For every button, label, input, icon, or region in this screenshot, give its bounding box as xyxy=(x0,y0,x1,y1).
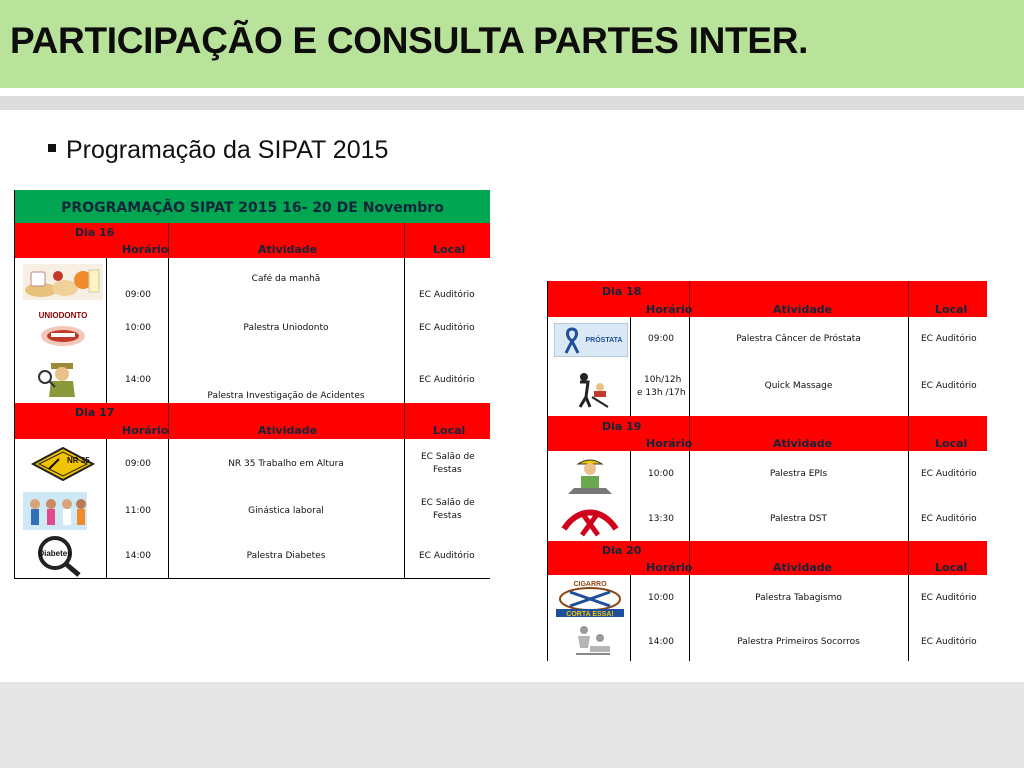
title-shadow xyxy=(0,96,1024,110)
col-time-header: Horário xyxy=(122,424,169,437)
row-activity: NR 35 Trabalho em Altura xyxy=(228,459,344,469)
row-time: 09:00 xyxy=(125,290,151,300)
col-time-header: Horário xyxy=(122,243,169,256)
col-time-header: Horário xyxy=(646,437,693,450)
prostate-icon-text: PRÓSTATA xyxy=(585,337,623,344)
col-activity-header: Atividade xyxy=(773,561,833,574)
bullet-item xyxy=(48,136,388,165)
day-label: Dia 17 xyxy=(75,406,115,419)
table-row xyxy=(548,620,987,661)
col-place-header: Local xyxy=(935,437,968,450)
row-activity: Palestra Primeiros Socorros xyxy=(737,637,860,647)
row-time: 11:00 xyxy=(125,506,151,516)
day-header-16 xyxy=(15,223,490,259)
row-time: 10:00 xyxy=(125,323,151,333)
table-row xyxy=(548,361,987,417)
breakfast-icon xyxy=(23,264,103,300)
row-activity: Palestra DST xyxy=(769,514,827,524)
prostate-ribbon-icon xyxy=(554,323,628,357)
no-smoking-top-text: CIGARRO xyxy=(573,581,607,588)
table-row xyxy=(548,317,987,362)
col-activity-header: Atividade xyxy=(773,303,833,316)
row-place: EC Auditório xyxy=(921,593,977,603)
table-row xyxy=(15,439,490,489)
row-time: 14:00 xyxy=(125,375,151,385)
table-row xyxy=(15,355,490,404)
row-time: 09:00 xyxy=(125,459,151,469)
footer-band xyxy=(0,682,1024,768)
nr35-sign-text: NR 35 xyxy=(67,456,90,465)
ppe-worker-icon xyxy=(562,456,618,496)
row-place: EC Auditório xyxy=(419,375,475,385)
row-place: EC Auditório xyxy=(419,290,475,300)
row-place: EC Auditório xyxy=(921,514,977,524)
row-time: 14:00 xyxy=(125,551,151,561)
row-activity: Palestra Investigação de Acidentes xyxy=(207,391,365,401)
first-aid-icon xyxy=(572,624,612,656)
row-activity: Palestra Tabagismo xyxy=(755,593,842,603)
row-activity: Ginástica laboral xyxy=(248,506,324,516)
row-time: 10:00 xyxy=(648,593,674,603)
row-time-line2: e 13h /17h xyxy=(637,388,686,398)
gymnastics-photo xyxy=(23,492,87,530)
bullet-text: Programação da SIPAT 2015 xyxy=(66,136,389,164)
row-time-line1: 10h/12h xyxy=(644,375,682,385)
day-label: Dia 20 xyxy=(602,544,642,557)
col-time-header: Horário xyxy=(646,303,693,316)
table-row xyxy=(15,488,490,534)
no-smoking-icon xyxy=(552,578,628,618)
col-time-header: Horário xyxy=(646,561,693,574)
day-header-18 xyxy=(548,281,987,318)
diabetes-icon-text: Diabetes xyxy=(38,549,72,558)
row-time: 10:00 xyxy=(648,469,674,479)
row-activity: Palestra Câncer de Próstata xyxy=(736,334,861,344)
row-time: 09:00 xyxy=(648,334,674,344)
day-label: Dia 19 xyxy=(602,420,642,433)
table-row xyxy=(548,451,987,500)
col-place-header: Local xyxy=(433,424,466,437)
table-row xyxy=(548,575,987,621)
table-row xyxy=(548,499,987,542)
row-place: EC Auditório xyxy=(921,381,977,391)
row-activity: Palestra Uniodonto xyxy=(243,323,329,333)
table-heading xyxy=(15,190,490,223)
uniodonto-logo xyxy=(23,308,103,350)
nr35-sign-icon xyxy=(23,447,103,481)
table-row xyxy=(15,258,490,304)
detective-icon xyxy=(37,361,87,399)
day-header-20 xyxy=(548,541,987,576)
row-place: EC Auditório xyxy=(419,323,475,333)
bullet-square-icon xyxy=(48,144,56,152)
col-place-header: Local xyxy=(935,561,968,574)
table-row xyxy=(15,533,490,578)
red-ribbon-icon xyxy=(558,503,622,537)
row-time: 13:30 xyxy=(648,514,674,524)
col-activity-header: Atividade xyxy=(773,437,833,450)
row-place-line2: Festas xyxy=(433,465,462,475)
no-smoking-bottom-text: CORTA ESSA! xyxy=(566,611,614,618)
row-activity: Palestra Diabetes xyxy=(246,551,326,561)
page-title: PARTICIPAÇÃO E CONSULTA PARTES INTER. xyxy=(10,20,809,61)
row-activity: Café da manhã xyxy=(251,274,321,284)
row-place-line1: EC Salão de xyxy=(421,498,475,508)
row-activity: Quick Massage xyxy=(764,381,833,391)
col-activity-header: Atividade xyxy=(258,243,318,256)
col-place-header: Local xyxy=(433,243,466,256)
table-heading-text: PROGRAMAÇÃO SIPAT 2015 16- 20 DE Novembro xyxy=(61,200,444,216)
row-place-line2: Festas xyxy=(433,511,462,521)
row-activity: Palestra EPIs xyxy=(769,469,828,479)
row-place: EC Auditório xyxy=(921,637,977,647)
day-label: Dia 16 xyxy=(75,226,115,239)
row-place-line1: EC Salão de xyxy=(421,452,475,462)
day-label: Dia 18 xyxy=(602,285,642,298)
diabetes-magnifier-icon xyxy=(31,535,91,577)
row-place: EC Auditório xyxy=(419,551,475,561)
table-row xyxy=(15,303,490,356)
day-header-19 xyxy=(548,416,987,452)
schedule-table-left xyxy=(14,190,490,579)
col-activity-header: Atividade xyxy=(258,424,318,437)
row-place: EC Auditório xyxy=(921,334,977,344)
massage-icon xyxy=(572,371,612,409)
title-bar xyxy=(0,0,1024,88)
day-header-17 xyxy=(15,403,490,440)
col-place-header: Local xyxy=(935,303,968,316)
uniodonto-logo-text: UNIODONTO xyxy=(38,311,88,320)
row-place: EC Auditório xyxy=(921,469,977,479)
schedule-table-right xyxy=(547,281,987,661)
row-time: 14:00 xyxy=(648,637,674,647)
